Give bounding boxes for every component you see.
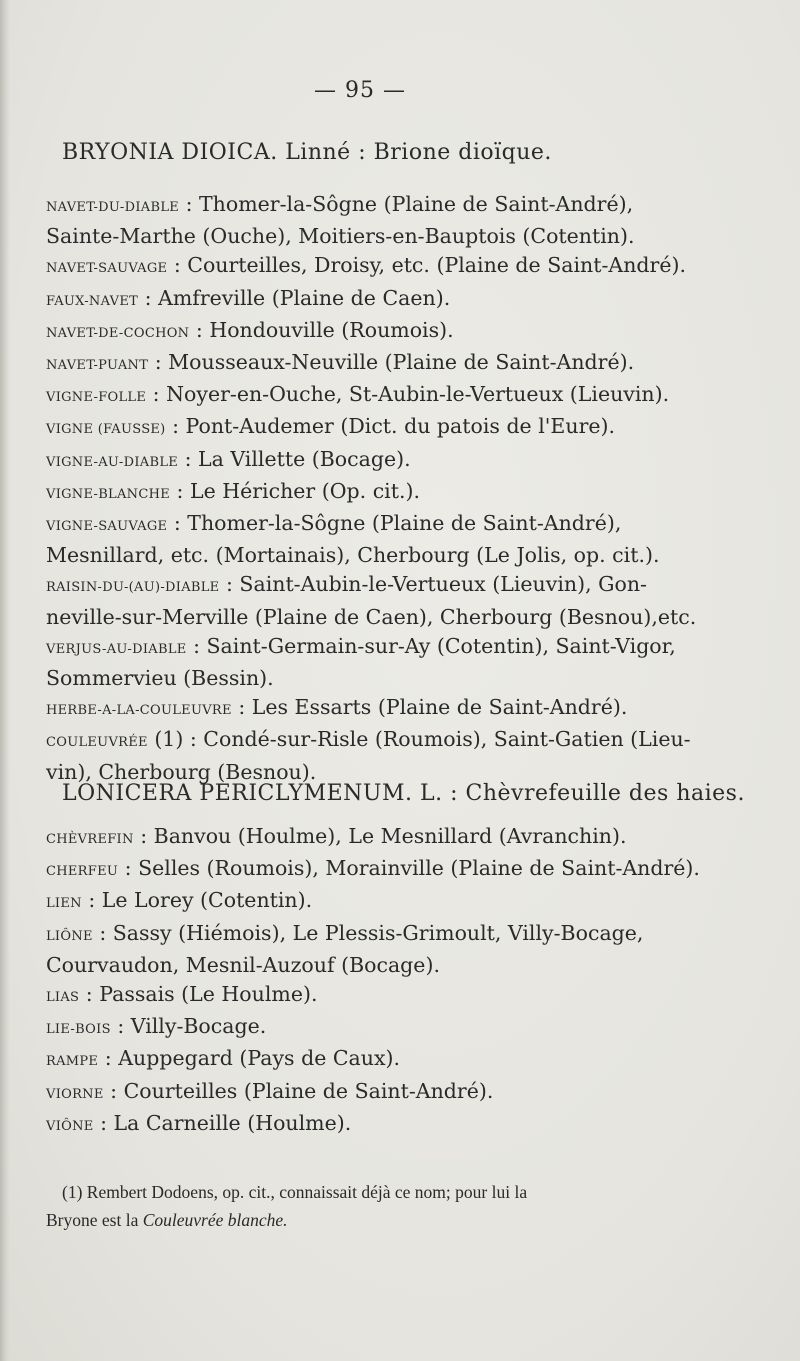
entry-separator: : [186, 633, 207, 658]
entry-locations-line: Noyer-en-Ouche, St-Aubin-le-Vertueux (Lieuvin). [166, 382, 670, 407]
entry-locations-line: Saint-Germain-sur-Ay (Cotentin), Saint-Vigor, [206, 633, 676, 658]
entries-bryonia [46, 190, 746, 787]
entry-separator: : [103, 1078, 124, 1103]
footnote-italic: Couleuvrée blanche. [142, 1210, 288, 1230]
entry-locations-line: Courvaudon, Mesnil-Auzouf (Bocage). [46, 952, 440, 977]
entry-separator: (1) : [147, 727, 204, 752]
entry-separator: : [167, 253, 188, 278]
entry-separator: : [110, 1014, 131, 1039]
dialect-entry [46, 725, 746, 786]
entry-locations-line: Mesnillard, etc. (Mortainais), Cherbourg (Le Jolis, op. cit.). [46, 543, 660, 568]
dialect-term: FAUX-NAVET [46, 293, 139, 309]
footnote [46, 1178, 746, 1234]
entry-locations-line: Auppegard (Pays de Caux). [118, 1046, 401, 1071]
entry-locations-line: Le Héricher (Op. cit.). [189, 478, 421, 503]
dialect-entry [46, 284, 746, 316]
entry-separator: : [133, 824, 154, 848]
entry-locations-line: Mousseaux-Neuville (Plaine de Saint-André). [168, 350, 635, 375]
dialect-entry [46, 980, 746, 1012]
entry-locations-line: Selles (Roumois), Morainville (Plaine de Saint-André). [138, 856, 700, 881]
page-number: — 95 — [314, 78, 406, 103]
entry-separator: : [165, 414, 186, 439]
entry-locations-line: Les Essarts (Plaine de Saint-André). [251, 695, 628, 720]
entry-separator: : [138, 285, 159, 310]
dialect-term: NAVET-DU-DIABLE [46, 200, 180, 215]
dialect-entry [46, 316, 746, 348]
entry-separator: : [178, 446, 198, 471]
dialect-term: RAMPE [46, 1054, 99, 1070]
dialect-entry [46, 632, 746, 693]
dialect-entry [46, 445, 746, 477]
section-title-lonicera: LONICERA PERICLYMENUM. L. : Chèvrefeuille des haies. [62, 781, 745, 806]
dialect-entry [46, 380, 746, 412]
dialect-term: VIGNE-FOLLE [46, 390, 147, 406]
entry-locations-line: Condé-sur-Risle (Roumois), Saint-Gatien (Lieu- [203, 727, 691, 752]
dialect-entry [46, 251, 746, 283]
dialect-entry [46, 854, 746, 886]
entry-locations-line: Sainte-Marthe (Ouche), Moitiers-en-Bauptois (Cotentin). [46, 224, 635, 249]
dialect-entry [46, 1109, 746, 1141]
dialect-term: LIEN [46, 896, 82, 912]
section-title-bryonia: BRYONIA DIOICA. Linné : Brione dioïque. [62, 140, 552, 165]
dialect-term: LIÔNE [46, 928, 93, 944]
dialect-term: VIORNE [46, 1086, 104, 1102]
footnote-line-1: (1) Rembert Dodoens, op. cit., connaissait déjà ce nom; pour lui la [62, 1182, 528, 1202]
entry-locations-line: Amfreville (Plaine de Caen). [158, 285, 451, 310]
entry-separator: : [118, 856, 139, 881]
entry-separator: : [231, 695, 252, 720]
dialect-term: RAISIN-DU-(AU)-DIABLE [46, 580, 220, 596]
page-spine-shadow [0, 0, 10, 1361]
dialect-term: VERJUS-AU-DIABLE [46, 641, 187, 657]
entry-locations-line: Saint-Aubin-le-Vertueux (Lieuvin), Gon- [239, 572, 647, 597]
dialect-term: NAVET-SAUVAGE [46, 261, 168, 277]
entry-separator: : [179, 192, 199, 216]
dialect-entry [46, 1077, 746, 1109]
entry-locations-line: neville-sur-Merville (Plaine de Caen), Cherbourg (Besnou),etc. [46, 604, 697, 629]
dialect-entry [46, 570, 746, 631]
entry-locations-line: Sassy (Hiémois), Le Plessis-Grimoult, Villy-Bocage, [112, 920, 644, 945]
entry-locations-line: Courteilles (Plaine de Saint-André). [123, 1078, 494, 1103]
dialect-entry [46, 822, 746, 854]
dialect-term: CHÈVREFIN [46, 832, 134, 847]
dialect-term: NAVET-PUANT [46, 358, 149, 374]
entry-separator: : [219, 572, 240, 597]
dialect-term: COULEUVRÉE [46, 735, 148, 751]
dialect-entry [46, 190, 746, 251]
dialect-term: VIGNE-AU-DIABLE [46, 454, 179, 470]
dialect-entry [46, 412, 746, 444]
dialect-term: VIÔNE [46, 1118, 94, 1134]
entry-locations-line: Hondouville (Roumois). [209, 317, 454, 342]
dialect-entry [46, 477, 746, 509]
dialect-term: CHERFEU [46, 864, 119, 880]
entry-separator: : [146, 382, 167, 407]
dialect-entry [46, 919, 746, 980]
entry-separator: : [170, 478, 190, 503]
dialect-term: VIGNE-BLANCHE [46, 486, 171, 502]
entry-locations-line: vin), Cherbourg (Besnou). [46, 759, 317, 784]
dialect-entry [46, 348, 746, 380]
entry-locations-line: Pont-Audemer (Dict. du patois de l'Eure). [185, 414, 616, 439]
dialect-entry [46, 1012, 746, 1044]
entry-locations-line: Courteilles, Droisy, etc. (Plaine de Saint-André). [187, 253, 686, 278]
dialect-entry [46, 509, 746, 570]
dialect-entry [46, 1044, 746, 1076]
dialect-term: VIGNE-SAUVAGE [46, 519, 168, 535]
entry-locations-line: Passais (Le Houlme). [99, 982, 318, 1007]
entry-locations-line: Le Lorey (Cotentin). [101, 888, 313, 913]
dialect-term: LIAS [46, 990, 80, 1006]
dialect-term: NAVET-DE-COCHON [46, 325, 190, 341]
entry-locations-line: Sommervieu (Bessin). [46, 666, 274, 691]
entry-locations-line: Thomer-la-Sôgne (Plaine de Saint-André), [199, 192, 634, 216]
entry-locations-line: Thomer-la-Sôgne (Plaine de Saint-André), [187, 511, 622, 536]
dialect-term: LIE-BOIS [46, 1022, 111, 1038]
entry-separator: : [189, 317, 210, 342]
entry-locations-line: Villy-Bocage. [130, 1014, 267, 1039]
entry-separator: : [79, 982, 100, 1007]
entry-separator: : [148, 350, 169, 375]
footnote-text: Bryone est la [46, 1210, 143, 1230]
entry-separator: : [92, 920, 113, 945]
entry-locations-line: Banvou (Houlme), Le Mesnillard (Avranchin). [153, 824, 627, 848]
entry-separator: : [81, 888, 102, 913]
entry-separator: : [93, 1110, 114, 1135]
entry-locations-line: La Villette (Bocage). [198, 446, 411, 471]
footnote-line-2 [46, 1206, 746, 1234]
dialect-entry [46, 886, 746, 918]
entries-lonicera [46, 822, 746, 1141]
dialect-entry [46, 693, 746, 725]
entry-separator: : [167, 511, 188, 536]
entry-separator: : [98, 1046, 119, 1071]
entry-locations-line: La Carneille (Houlme). [113, 1110, 352, 1135]
dialect-term: HERBE-A-LA-COULEUVRE [46, 703, 232, 719]
dialect-term: VIGNE (FAUSSE) [46, 422, 166, 438]
